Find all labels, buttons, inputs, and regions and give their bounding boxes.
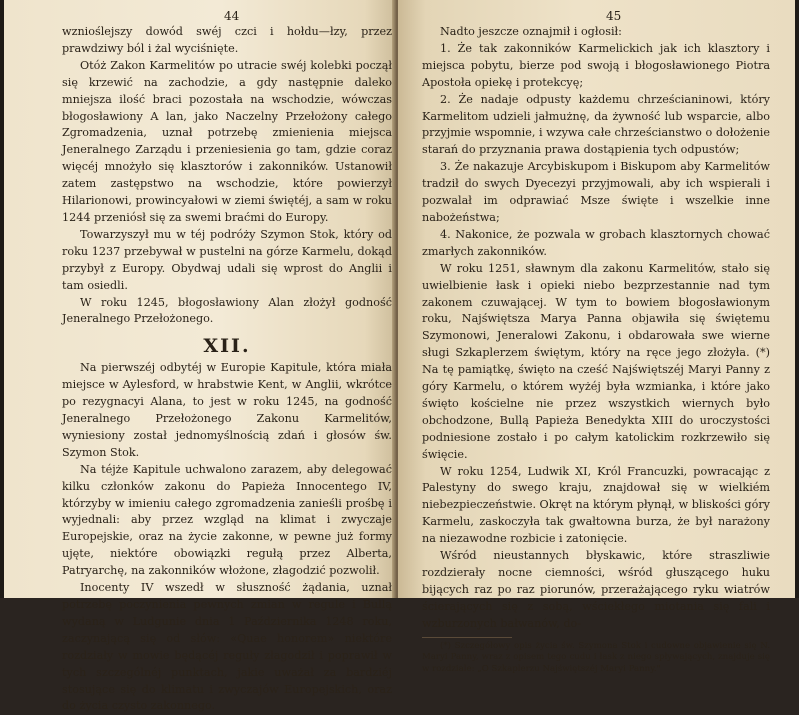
list-item: 4. Nakonice, że pozwala w grobach klasztornych chować zmarłych zakonników. xyxy=(422,227,770,258)
footnote-divider xyxy=(422,637,512,638)
list-item: 3. Że nakazuje Arcybiskupom i Biskupom aby Karmelitów tradził do swych Dyecezyi przyjmowali, aby ich wspierali i pozwalał im odprawiać Msze święte i wszelkie inne nabożeństwa; xyxy=(422,160,770,224)
chapter-heading: XII. xyxy=(203,335,251,358)
right-page-text xyxy=(422,24,770,675)
list-item: 2. Że nadaje odpusty każdemu chrześcianinowi, który Karmelitom udzieli jałmużnę, da żywność lub wsparcie, albo przyjmie wspomnie, i wzywa całe chrześcianstwo o dołożenie starań do przyznania prawa dostąpienia tych odpustów; xyxy=(422,92,770,157)
page-number-right: 45 xyxy=(606,9,622,23)
left-page xyxy=(4,0,396,713)
page-number-left: 44 xyxy=(224,9,240,23)
paragraph: Na téjże Kapitule uchwalono zarazem, aby delegować kilku członków zakonu do Papieża Innocentego IV, którzyby w imieniu całego zgromadzenia zanieśli prośbę i wyjednali: aby przez wzgląd na klimat i zwyczaje Europejskie, oraz na życie zakonne, w pewne już formy ujęte, niektóre obowiązki regułą przez Alberta, Patryarchę, na zakonników włożone, złagodzić pozwolił. xyxy=(62,462,392,578)
paragraph: Towarzyszył mu w téj podróży Szymon Stok, który od roku 1237 przebywał w pustelni na górze Karmelu, dokąd przybył z Europy. Obydwaj udali się wprost do Anglii i tam osiedli. xyxy=(62,227,392,292)
paragraph: Inocenty IV wszedł w słuszność żądania, uznał potrzebę poczynienia pewnych zmian w regule i Bullą wydaną w Ludgunie dnia 1 Października 1248 roku, zaczynającą się od słów: «Quae honorem» niektóre rozdziały w mowie będącéj reguły złagodził i poprawił w tych szczególnéj punktach, jakie uważał za bardziéj stosujące się do klimatu i zwyczajów Europejskich, oraz do życia czysto zakonnego. xyxy=(62,581,392,713)
footnote: (*) Szczegółowy opis życia św. Szymona Stok i cudowne objawienie się N. Maryi Panny, wraz z opisem tego cudu i łask z niego spływających, znajduje się w rozdziale: „O Szkaplerzu Najświętszéj Maryi Panny." xyxy=(422,640,770,674)
paragraph: W roku 1245, błogosławiony Alan złożył godność Jeneralnego Przełożonego. xyxy=(62,295,392,326)
paragraph: Wśród nieustannych błyskawic, które straszliwie rozdzierały nocne ciemności, wśród głuszącego huku bijących raz po raz piorunów, przerażającego ryku wiatrów ścierających się z sobą, wściekłego miotania się fali i wzburzonych bałwanów, do- xyxy=(422,549,770,630)
paragraph: W roku 1251, sławnym dla zakonu Karmelitów, stało się uwielbienie łask i opieki niebo bezprzestannie nad tym zakonem czuwającej. W tym to bowiem błogosławionym roku, Najświętsza Marya Panna objawiła się świętemu Szymonowi, Jeneralowi Zakonu, i obdarowała swe wierne sługi Szkaplerzem świętym, który na ręce jego złożyła. (*) Na tę pamiątkę, święto na cześć Najświętszéj Maryi Panny z góry Karmelu, o którem wyżéj była wzmianka, i które jako święto kościelne nie przez wszystkich wiernych było obchodzone, Bullą Papieża Benedykta XIII do uroczystości podniesione zostało i po całym katolickim rozkrzewiło się święcie. xyxy=(422,261,770,461)
paragraph: Otóż Zakon Karmelitów po utracie swéj kolebki począł się krzewić na zachodzie, a gdy następnie daleko mniejsza ilość braci pozostała na wschodzie, wówczas błogosławiony A lan, jako Naczelny Przełożony całego Zgromadzenia, uznał potrzebę zmienienia miejsca Jeneralnego Zarządu i przeniesienia go tam, gdzie coraz więcéj mnożyło się klasztorów i zakonników. Ustanowił zatem zastępstwo na wschodzie, które powierzył Hilarionowi, prowincyałowi w ziemi świętéj, a sam w roku 1244 przeniósł się za swemi braćmi do Europy. xyxy=(62,58,392,224)
paragraph: Nadto jeszcze oznajmił i ogłosił: xyxy=(440,25,622,38)
left-page-text xyxy=(62,24,392,715)
paragraph: W roku 1254, Ludwik XI, Król Francuzki, powracając z Palestyny do swego kraju, znajdował się w wielkiém niebezpieczeństwie. Okręt na którym płynął, w bliskości góry Karmelu, zaskoczyła tak gwałtowna burza, że był narażony na niezawodne rozbicie i zatonięcie. xyxy=(422,464,770,546)
right-page xyxy=(398,0,795,674)
paragraph: Na pierwszéj odbytéj w Europie Kapitule, która miała miejsce w Aylesford, w hrabstwie Kent, w Anglii, wkrótce po rezygnacyi Alana, to jest w roku 1245, na godność Jeneralnego Przełożonego Zakonu Karmelitów, wyniesiony został jednomyślnością zdań i głosów św. Szymon Stok. xyxy=(62,361,392,459)
paragraph: wznioślejszy dowód swéj czci i hołdu—łzy, przez prawdziwy ból i żal wyciśnięte. xyxy=(62,25,392,55)
list-item: 1. Że tak zakonników Karmelickich jak ich klasztory i miejsca pobytu, bierze pod swoją i błogosławionego Piotra Apostoła opiekę i protekcyę; xyxy=(422,41,770,89)
